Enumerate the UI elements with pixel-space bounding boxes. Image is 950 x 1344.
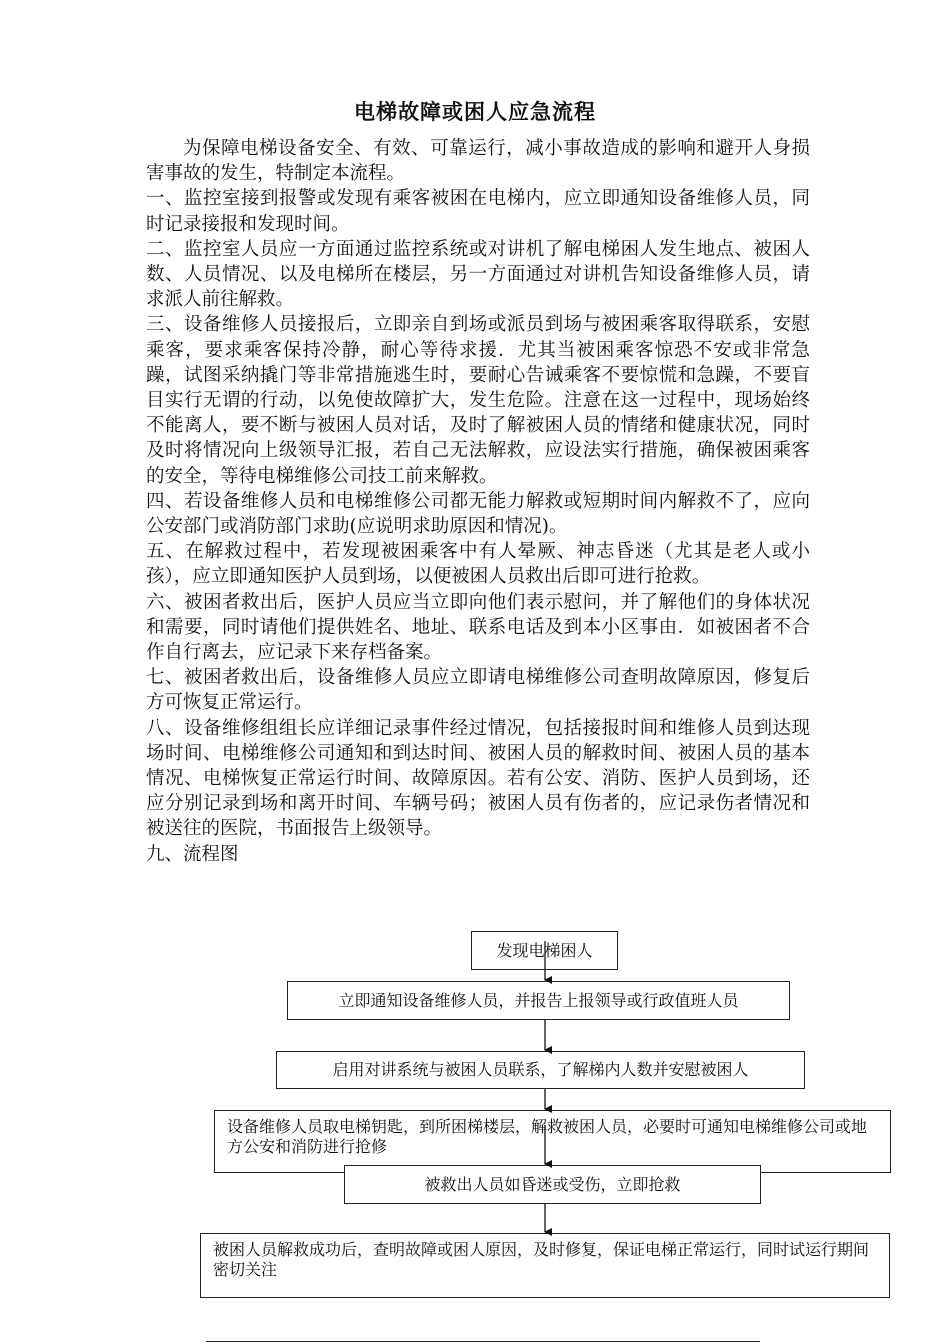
intro-paragraph: 为保障电梯设备安全、有效、可靠运行，减小事故造成的影响和避开人身损害事故的发生，特制定本流程。 <box>146 138 810 185</box>
item-1: 一、监控室接到报警或发现有乘客被困在电梯内，应立即通知设备维修人员，同时记录接报和发现时间。 <box>146 188 810 235</box>
item-5: 五、在解救过程中，若发现被困乘客中有人晕厥、神志昏迷（尤其是老人或小孩），应立即通知医护人员到场，以便被困人员救出后即可进行抢救。 <box>146 541 810 588</box>
flow-step-repair: 被困人员解救成功后，查明故障或困人原因，及时修复，保证电梯正常运行，同时试运行期间密切关注 <box>200 1233 890 1298</box>
item-9-heading: 九、流程图 <box>146 843 239 865</box>
footer-divider <box>206 1341 760 1342</box>
flow-step-first-aid: 被救出人员如昏迷或受伤，立即抢救 <box>344 1165 761 1204</box>
item-3: 三、设备维修人员接报后，立即亲自到场或派员到场与被困乘客取得联系，安慰乘客，要求乘客保持冷静，耐心等待求援．尤其当被困乘客惊恐不安或非常急躁，试图采纳撬门等非常措施逃生时，要耐心告诫乘客不要惊慌和急躁，不要盲目实行无谓的行动，以免使故障扩大，发生危险。注意在这一过程中，现场始终不能离人，要不断与被困人员对话，及时了解被困人员的情绪和健康状况，同时及时将情况向上级领导汇报，若自己无法解救，应设法实行措施，确保被困乘客的安全，等待电梯维修公司技工前来解救。 <box>146 314 810 487</box>
flow-step-notify: 立即通知设备维修人员，并报告上报领导或行政值班人员 <box>287 981 790 1020</box>
item-6: 六、被困者救出后，医护人员应当立即向他们表示慰问，并了解他们的身体状况和需要，同时请他们提供姓名、地址、联系电话及到本小区事由．如被困者不合作自行离去，应记录下来存档备案。 <box>146 591 810 664</box>
flow-step-intercom: 启用对讲系统与被困人员联系，了解梯内人数并安慰被困人 <box>276 1051 805 1089</box>
flow-step-discover: 发现电梯困人 <box>471 931 618 970</box>
page-title: 电梯故障或困人应急流程 <box>354 99 596 124</box>
flow-step-rescue: 设备维修人员取电梯钥匙，到所困梯楼层，解救被困人员，必要时可通知电梯维修公司或地方公安和消防进行抢修 <box>214 1110 891 1173</box>
item-8: 八、设备维修组组长应详细记录事件经过情况，包括接报时间和维修人员到达现场时间、电梯维修公司通知和到达时间、被困人员的解救时间、被困人员的基本情况、电梯恢复正常运行时间、故障原因。若有公安、消防、医护人员到场，还应分别记录到场和离开时间、车辆号码；被困人员有伤者的，应记录伤者情况和被送往的医院，书面报告上级领导。 <box>146 717 810 840</box>
document-body <box>146 136 810 867</box>
item-7: 七、被困者救出后，设备维修人员应立即请电梯维修公司查明故障原因，修复后方可恢复正常运行。 <box>146 667 810 714</box>
item-2: 二、监控室人员应一方面通过监控系统或对讲机了解电梯困人发生地点、被困人数、人员情况、以及电梯所在楼层，另一方面通过对讲机告知设备维修人员，请求派人前往解救。 <box>146 238 810 311</box>
item-4: 四、若设备维修人员和电梯维修公司都无能力解救或短期时间内解救不了，应向公安部门或消防部门求助(应说明求助原因和情况)。 <box>146 490 810 538</box>
